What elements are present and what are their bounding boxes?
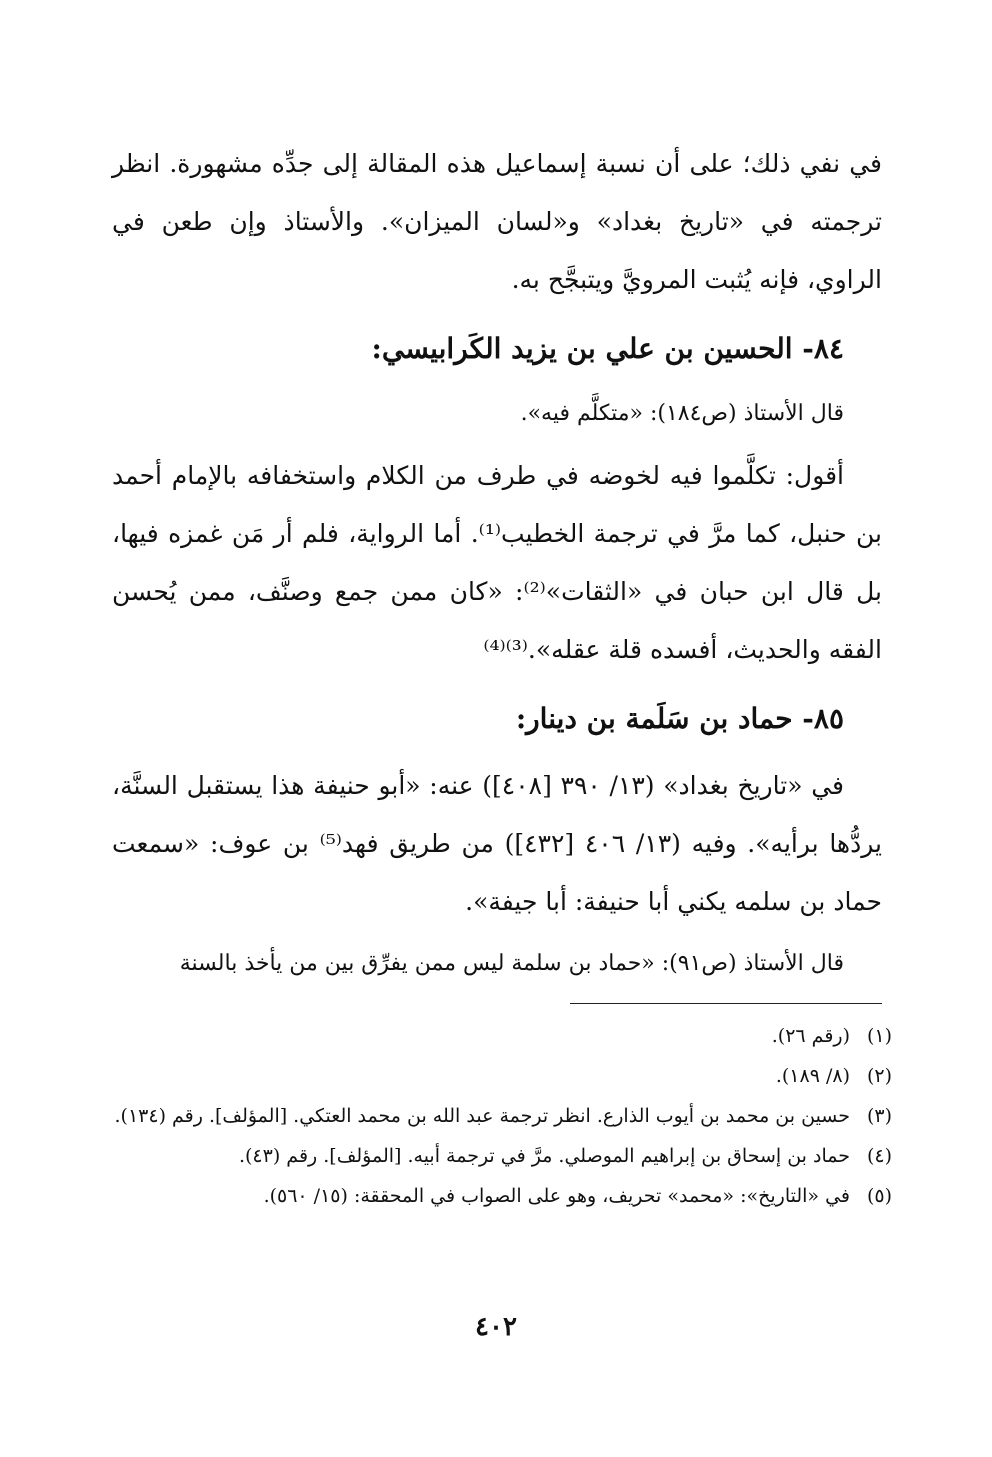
footnote-5 [107,1178,892,1214]
footnote-number: (٥) [866,1185,892,1207]
footnote-text: (رقم ٢٦). [771,1025,850,1047]
footnote-number: (١) [866,1025,892,1047]
entry-84-paragraph: أقول: تكلَّموا فيه لخوضه في طرف من الكلام واستخفافه بالإمام أحمد بن حنبل، كما مرَّ في ترجمة الخطيب⁽¹⁾. أما الرواية، فلم أر مَن غمزه فيها، بل قال ابن حبان في «الثقات»⁽²⁾: «كان ممن جمع وصنَّف، ممن يُحسن الفقه والحديث، أفسده قلة عقله».⁽³⁾⁽⁴⁾ [112,461,882,664]
footnote-1 [107,1018,892,1054]
entry-84-quote: قال الأستاذ (ص١٨٤): «متكلَّم فيه». [520,401,844,426]
footnote-number: (٣) [866,1105,892,1127]
footnote-number: (٢) [866,1065,892,1087]
footnote-2 [107,1058,892,1094]
entry-85-quote: قال الأستاذ (ص٩١): «حماد بن سلمة ليس ممن يفرِّق بين من يأخذ بالسنة [179,951,844,976]
footnote-text: (٨/ ١٨٩). [775,1065,850,1087]
footnote-3 [107,1098,892,1134]
footnote-separator [570,1003,882,1004]
footnotes [107,1018,892,1218]
entry-85-heading: ٨٥- حماد بن سَلَمة بن دينار: [515,702,844,735]
footnote-text: حماد بن إسحاق بن إبراهيم الموصلي. مرَّ في ترجمة أبيه. [المؤلف]. رقم (٤٣). [238,1145,850,1167]
page-number: ٤٠٢ [475,1312,517,1342]
footnote-text: حسين بن محمد بن أيوب الذارع. انظر ترجمة عبد الله بن محمد العتكي. [المؤلف]. رقم (١٣٤). [114,1105,850,1127]
entry-84-heading: ٨٤- الحسين بن علي بن يزيد الكَرابيسي: [371,332,844,365]
entry-85-paragraph: في «تاريخ بغداد» (١٣/ ٣٩٠ [٤٠٨]) عنه: «أبو حنيفة هذا يستقبل السنَّة، يردُّها برأيه». وفيه (١٣/ ٤٠٦ [٤٣٢]) من طريق فهد⁽⁵⁾ بن عوف: «سمعت حماد بن سلمه يكني أبا حنيفة: أبا جيفة». [112,771,883,916]
footnote-number: (٤) [866,1145,892,1167]
main-text [112,135,882,997]
intro-paragraph: في نفي ذلك؛ على أن نسبة إسماعيل هذه المقالة إلى جدِّه مشهورة. انظر ترجمته في «تاريخ بغداد» و«لسان الميزان». والأستاذ وإن طعن في الراوي، فإنه يُثبت المرويَّ ويتبجَّح به. [112,149,882,294]
footnote-text: في «التاريخ»: «محمد» تحريف، وهو على الصواب في المحققة: (١٥/ ٥٦٠). [263,1185,850,1207]
footnote-4 [107,1138,892,1174]
